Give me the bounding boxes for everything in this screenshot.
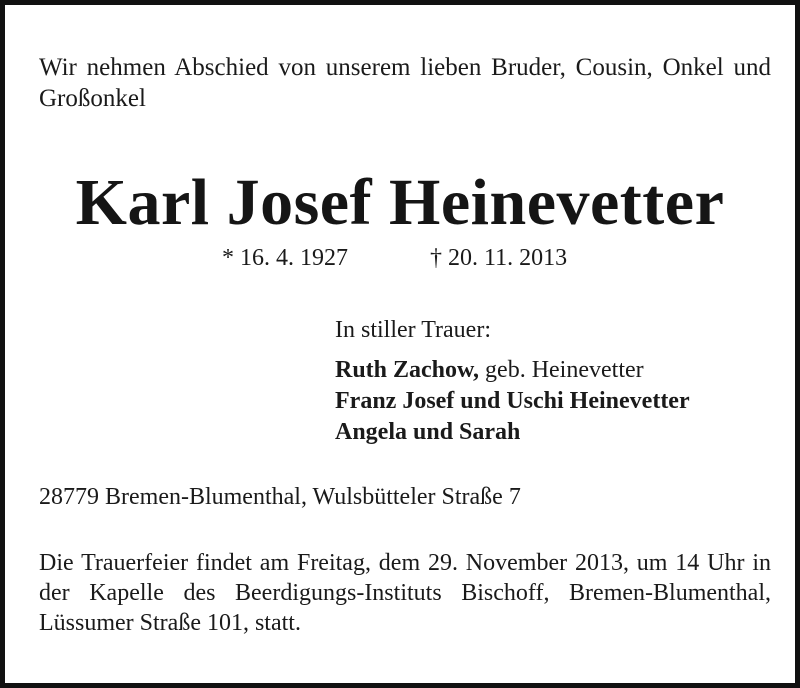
- intro-text: Wir nehmen Abschied von unserem lieben Bruder, Cousin, Onkel und Großonkel: [39, 54, 771, 112]
- mourner-name: Angela und Sarah: [335, 419, 521, 445]
- mourner-line: [335, 355, 690, 386]
- mourner-name: Franz Josef und Uschi Heinevetter: [335, 388, 690, 414]
- mourner-line: [335, 417, 690, 448]
- mourner-note: geb. Heinevetter: [479, 357, 644, 383]
- mourners-heading: In stiller Trauer:: [335, 317, 491, 343]
- ceremony-info: Die Trauerfeier findet am Freitag, dem 29. November 2013, um 14 Uhr in der Kapelle des Beerdigungs-Instituts Bischoff, Bremen-Blumenthal, Lüssumer Straße 101, statt.: [39, 550, 771, 636]
- birth-date: * 16. 4. 1927: [222, 245, 348, 271]
- address-line: 28779 Bremen-Blumenthal, Wulsbütteler Straße 7: [39, 484, 521, 510]
- mourners-block: [335, 315, 690, 448]
- mourner-name: Ruth Zachow,: [335, 357, 480, 383]
- death-date: † 20. 11. 2013: [430, 245, 568, 271]
- mourner-line: [335, 386, 690, 417]
- deceased-name: Karl Josef Heinevetter: [75, 166, 725, 239]
